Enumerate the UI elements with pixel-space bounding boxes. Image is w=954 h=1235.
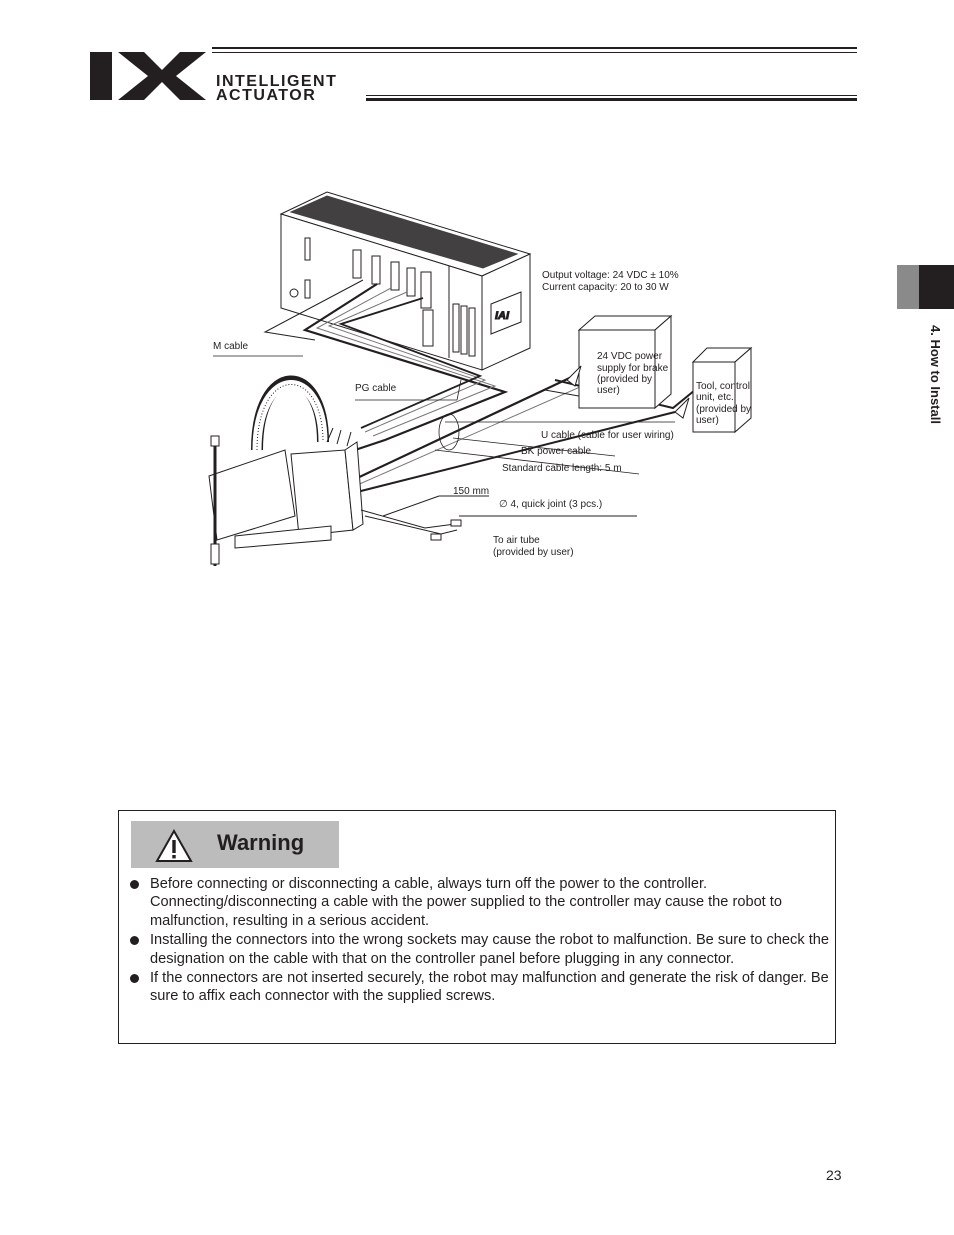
warning-title: Warning bbox=[217, 830, 305, 855]
label-power-supply-4: user) bbox=[597, 385, 620, 396]
controller-unit bbox=[281, 192, 530, 370]
label-tool-3: (provided by bbox=[696, 404, 752, 415]
bullet-icon bbox=[130, 936, 139, 945]
warning-box bbox=[118, 810, 836, 1044]
page-number: 23 bbox=[826, 1167, 842, 1183]
label-output-voltage: Output voltage: 24 VDC ± 10% bbox=[542, 270, 679, 281]
label-air-tube-1: To air tube bbox=[493, 535, 540, 546]
warning-item bbox=[127, 969, 829, 1006]
bullet-icon bbox=[130, 880, 139, 889]
warning-item-text: Before connecting or disconnecting a cable, always turn off the power to the controller. Connecting/disconnecting a cable with the power supplied to the controller may cause the robot to malfunction, resulting in a serious accident. bbox=[150, 876, 782, 929]
label-150mm: 150 mm bbox=[453, 486, 490, 497]
label-quick-joint: ∅ 4, quick joint (3 pcs.) bbox=[499, 499, 603, 510]
label-m-cable: M cable bbox=[213, 341, 249, 352]
svg-text:IAI: IAI bbox=[495, 310, 510, 322]
warning-header bbox=[131, 821, 339, 868]
warning-item-text: Installing the connectors into the wrong sockets may cause the robot to malfunction. Be sure to check the designation on the cable with that on the controller panel before plugging in any connector. bbox=[150, 932, 829, 967]
label-power-supply-3: (provided by bbox=[597, 374, 653, 385]
bullet-icon bbox=[130, 974, 139, 983]
label-tool-1: Tool, control bbox=[696, 381, 750, 392]
label-air-tube-2: (provided by user) bbox=[493, 547, 574, 558]
chapter-tab-gray bbox=[897, 265, 919, 309]
label-u-cable: U cable (cable for user wiring) bbox=[541, 430, 674, 441]
wiring-diagram bbox=[195, 180, 775, 580]
label-current-capacity: Current capacity: 20 to 30 W bbox=[542, 282, 669, 293]
header-rule-top-1 bbox=[212, 47, 857, 49]
warning-item bbox=[127, 931, 829, 968]
ix-logo-mark bbox=[88, 46, 208, 102]
label-bk-cable: BK power cable bbox=[521, 446, 592, 457]
chapter-tab-black bbox=[919, 265, 954, 309]
label-power-supply-2: supply for brake bbox=[597, 363, 669, 374]
warning-item-text: If the connectors are not inserted securely, the robot may malfunction and generate the risk of danger. Be sure to affix each connector with the supplied screws. bbox=[150, 970, 829, 1005]
label-tool-4: user) bbox=[696, 415, 719, 426]
label-power-supply-1: 24 VDC power bbox=[597, 351, 663, 362]
label-tool-2: unit, etc. bbox=[696, 392, 734, 403]
warning-item bbox=[127, 875, 829, 930]
header-rule-top-2 bbox=[212, 52, 857, 53]
header-rule-bottom-1 bbox=[366, 95, 857, 96]
chapter-label: 4. How to Install bbox=[928, 325, 943, 424]
warning-list bbox=[127, 875, 829, 1007]
label-pg-cable: PG cable bbox=[355, 383, 397, 394]
logo-text-actuator: ACTUATOR bbox=[216, 87, 317, 104]
scara-robot bbox=[209, 381, 363, 566]
warning-triangle-icon bbox=[155, 829, 193, 863]
header-rule-bottom-2 bbox=[366, 98, 857, 101]
logo-text-intelligent: INTELLIGENT bbox=[216, 73, 338, 90]
label-std-length: Standard cable length: 5 m bbox=[502, 463, 622, 474]
